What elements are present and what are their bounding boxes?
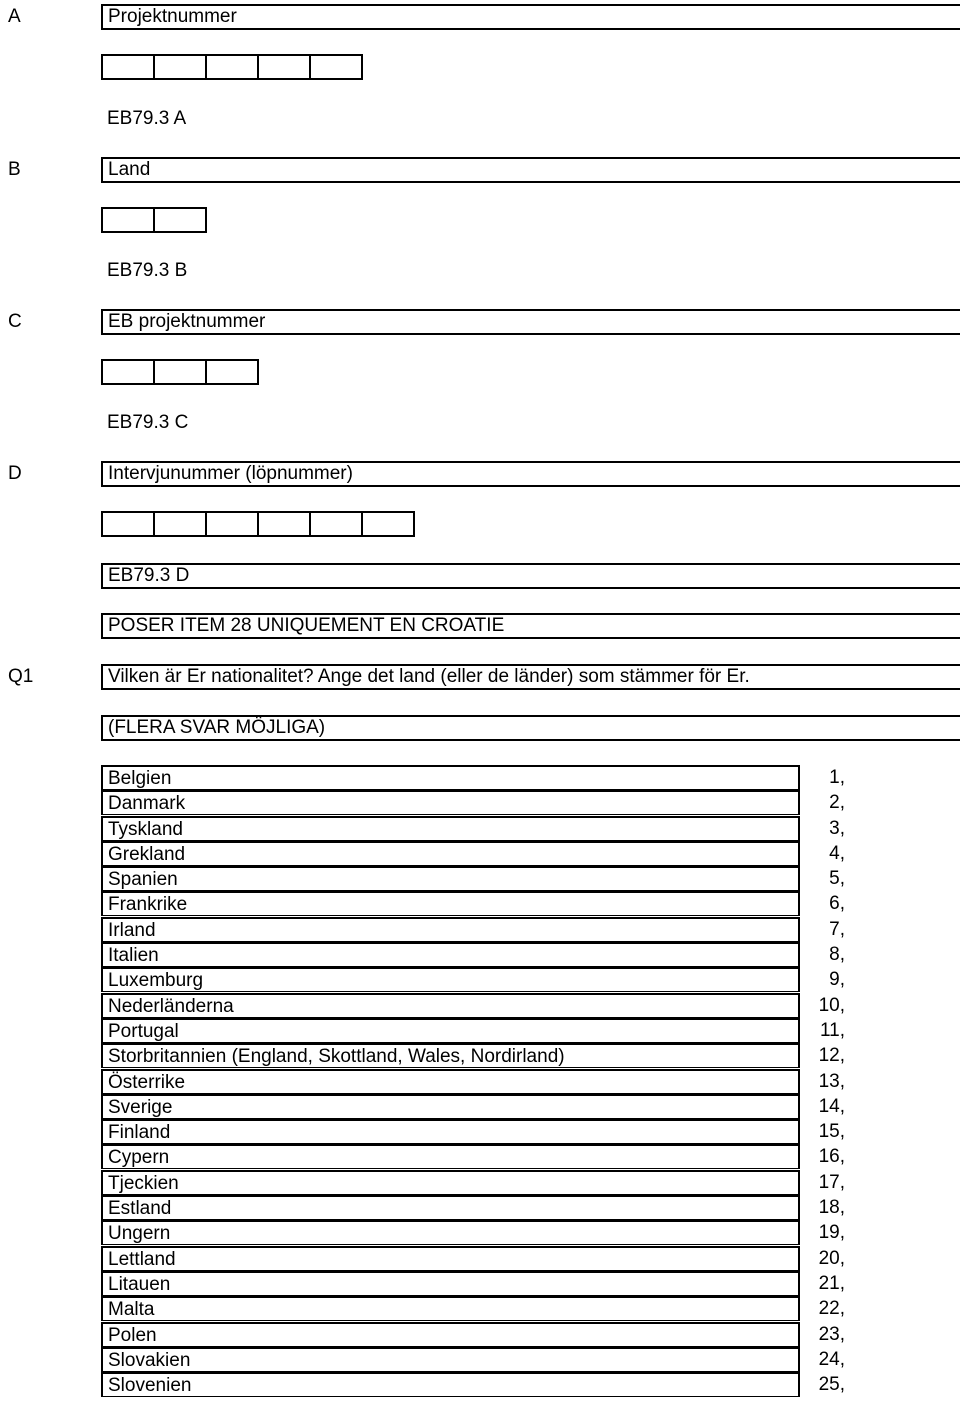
answer-option-code: 2, [829,792,845,814]
answer-option-label: Tjeckien [101,1170,800,1195]
question-text: Vilken är Er nationalitet? Ange det land (eller de länder) som stämmer för Er. [101,664,960,690]
answer-option-label: Ungern [101,1220,800,1245]
section-b-code: EB79.3 B [107,260,188,281]
answer-option-label: Estland [101,1195,800,1220]
answer-option[interactable] [101,1347,861,1372]
answer-option-code: 13, [818,1070,845,1092]
answer-option-label: Malta [101,1296,800,1321]
answer-option[interactable] [101,1372,861,1397]
answer-option-code: 14, [818,1095,845,1117]
digit-box[interactable] [153,207,207,233]
answer-option-label: Slovenien [101,1372,800,1397]
answer-option[interactable] [101,1069,861,1094]
digit-box[interactable] [205,511,259,537]
answer-option-code: 7, [829,918,845,940]
answer-option-code: 9, [829,969,845,991]
answer-option-code: 6, [829,893,845,915]
answer-option[interactable] [101,942,861,967]
question-id: Q1 [8,666,34,687]
section-c-code: EB79.3 C [107,412,189,433]
answer-option-label: Tyskland [101,816,800,841]
digit-box[interactable] [101,359,155,385]
answer-option[interactable] [101,1119,861,1144]
section-d-letter: D [8,463,22,484]
answer-option-label: Spanien [101,866,800,891]
section-a-title: Projektnummer [101,4,960,30]
section-c-title: EB projektnummer [101,309,960,335]
answer-option-code: 10, [818,994,845,1016]
answer-option-label: Italien [101,942,800,967]
answer-option-code: 12, [818,1045,845,1067]
digit-box[interactable] [361,511,415,537]
answer-option-label: Finland [101,1119,800,1144]
interviewer-instruction: POSER ITEM 28 UNIQUEMENT EN CROATIE [101,613,960,639]
answer-option-code: 23, [818,1323,845,1345]
answer-option-label: Lettland [101,1246,800,1271]
answer-option[interactable] [101,841,861,866]
answer-options-list [101,765,861,1397]
answer-option-code: 25, [818,1374,845,1396]
section-a-boxes[interactable] [101,54,361,78]
answer-option-code: 5, [829,868,845,890]
section-a-code: EB79.3 A [107,108,187,129]
question-note: (FLERA SVAR MÖJLIGA) [101,715,960,741]
answer-option-label: Cypern [101,1144,800,1169]
digit-box[interactable] [153,511,207,537]
answer-option-code: 22, [818,1298,845,1320]
answer-option[interactable] [101,1220,861,1245]
answer-option-label: Grekland [101,841,800,866]
answer-option[interactable] [101,891,861,916]
digit-box[interactable] [153,54,207,80]
section-a-letter: A [8,6,21,27]
answer-option-label: Storbritannien (England, Skottland, Wales, Nordirland) [101,1043,800,1068]
section-c-letter: C [8,311,22,332]
answer-option-label: Irland [101,917,800,942]
answer-option-code: 20, [818,1247,845,1269]
answer-option-code: 1, [829,767,845,788]
answer-option-label: Portugal [101,1018,800,1043]
answer-option[interactable] [101,1322,861,1347]
section-d-code: EB79.3 D [101,563,960,589]
digit-box[interactable] [205,359,259,385]
answer-option-label: Luxemburg [101,967,800,992]
answer-option-code: 24, [818,1348,845,1370]
digit-box[interactable] [257,54,311,80]
digit-box[interactable] [101,511,155,537]
answer-option-label: Belgien [101,765,800,790]
answer-option-label: Danmark [101,790,800,815]
answer-option-label: Nederländerna [101,993,800,1018]
answer-option[interactable] [101,790,861,815]
answer-option[interactable] [101,1043,861,1068]
answer-option-label: Litauen [101,1271,800,1296]
answer-option-code: 18, [818,1197,845,1219]
section-c-boxes[interactable] [101,359,257,383]
answer-option-code: 19, [818,1222,845,1244]
answer-option[interactable] [101,1195,861,1220]
answer-option[interactable] [101,1144,861,1169]
answer-option[interactable] [101,993,861,1018]
answer-option-label: Sverige [101,1094,800,1119]
answer-option[interactable] [101,765,861,790]
answer-option-label: Slovakien [101,1347,800,1372]
answer-option[interactable] [101,1271,861,1296]
answer-option-code: 3, [829,817,845,839]
section-b-letter: B [8,159,21,180]
answer-option[interactable] [101,816,861,841]
digit-box[interactable] [205,54,259,80]
answer-option-code: 21, [818,1272,845,1294]
answer-option-code: 17, [818,1171,845,1193]
digit-box[interactable] [153,359,207,385]
answer-option[interactable] [101,866,861,891]
answer-option-code: 4, [829,842,845,864]
digit-box[interactable] [101,54,155,80]
answer-option-label: Österrike [101,1069,800,1094]
digit-box[interactable] [101,207,155,233]
answer-option-code: 11, [819,1019,845,1041]
answer-option[interactable] [101,1170,861,1195]
answer-option-code: 16, [818,1146,845,1168]
answer-option[interactable] [101,917,861,942]
section-b-boxes[interactable] [101,207,205,231]
answer-option[interactable] [101,1094,861,1119]
answer-option[interactable] [101,1018,861,1043]
answer-option[interactable] [101,1246,861,1271]
answer-option-code: 15, [818,1121,845,1143]
section-b-title: Land [101,157,960,183]
digit-box[interactable] [257,511,311,537]
answer-option[interactable] [101,967,861,992]
digit-box[interactable] [309,511,363,537]
section-d-boxes[interactable] [101,511,413,535]
answer-option[interactable] [101,1296,861,1321]
answer-option-label: Frankrike [101,891,800,916]
answer-option-label: Polen [101,1322,800,1347]
section-d-title: Intervjunummer (löpnummer) [101,461,960,487]
digit-box[interactable] [309,54,363,80]
answer-option-code: 8, [829,944,845,966]
